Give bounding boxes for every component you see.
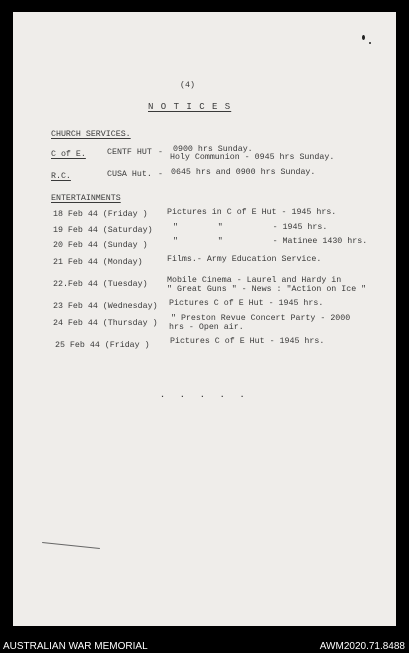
entry-date: 25 Feb 44 (Friday ) — [55, 341, 150, 350]
service-time: 0900 hrs Sunday. — [173, 145, 253, 154]
entry-text-2: " Great Guns " - News : "Action on Ice " — [167, 285, 367, 294]
entertainments-heading: ENTERTAINMENTS — [51, 194, 121, 203]
entry-date: 22.Feb 44 (Tuesday) — [53, 280, 148, 289]
accession-number: AWM2020.71.8488 — [319, 641, 405, 652]
pencil-stroke — [42, 542, 100, 549]
separator-dots: . . . . . — [160, 391, 245, 400]
dash: - — [158, 148, 163, 157]
venue: CUSA Hut. — [107, 170, 152, 179]
service-time-2: Holy Communion - 0945 hrs Sunday. — [170, 153, 335, 162]
entry-text-2: hrs - Open air. — [169, 323, 244, 332]
page-number: (4) — [180, 81, 195, 90]
ink-mark — [362, 35, 365, 40]
venue: CENTF HUT — [107, 148, 152, 157]
entry-date: 18 Feb 44 (Friday ) — [53, 210, 148, 219]
dash: - — [158, 170, 163, 179]
entry-date: 24 Feb 44 (Thursday ) — [53, 319, 158, 328]
entry-date: 23 Feb 44 (Wednesday) — [53, 302, 158, 311]
entry-text: Pictures C of E Hut - 1945 hrs. — [170, 337, 325, 346]
ink-mark — [369, 42, 371, 44]
entry-date: 20 Feb 44 (Sunday ) — [53, 241, 148, 250]
entry-text: " " - Matinee 1430 hrs. — [173, 237, 368, 246]
service-time: 0645 hrs and 0900 hrs Sunday. — [171, 168, 316, 177]
entry-text: Films.- Army Education Service. — [167, 255, 322, 264]
church-services-heading: CHURCH SERVICES. — [51, 130, 131, 139]
entry-text: " Preston Revue Concert Party - 2000 — [171, 314, 351, 323]
entry-date: 19 Feb 44 (Saturday) — [53, 226, 153, 235]
denomination: C of E. — [51, 150, 86, 159]
entry-date: 21 Feb 44 (Monday) — [53, 258, 143, 267]
entry-text: Pictures in C of E Hut - 1945 hrs. — [167, 208, 337, 217]
document-page — [13, 12, 396, 626]
denomination: R.C. — [51, 172, 71, 181]
entry-text: " " - 1945 hrs. — [173, 223, 328, 232]
page-title: N O T I C E S — [148, 102, 232, 112]
entry-text: Mobile Cinema - Laurel and Hardy in — [167, 276, 342, 285]
institution-name: AUSTRALIAN WAR MEMORIAL — [3, 641, 148, 652]
archive-footer — [0, 627, 409, 653]
entry-text: Pictures C of E Hut - 1945 hrs. — [169, 299, 324, 308]
